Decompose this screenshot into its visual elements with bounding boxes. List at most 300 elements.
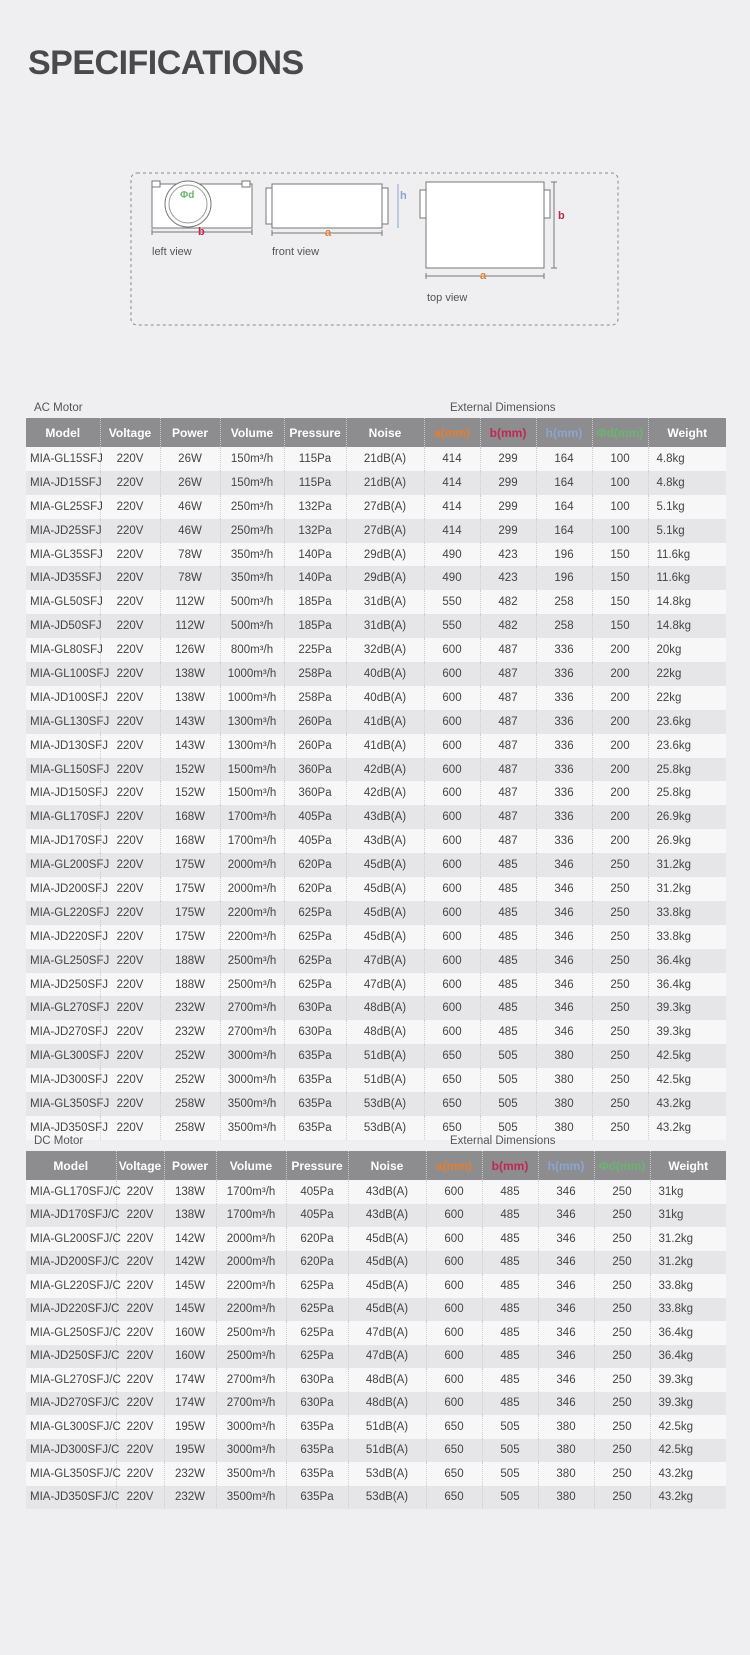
cell-b-mm: 487 (480, 686, 536, 710)
h-dim-label: h (400, 190, 407, 202)
cell-noise: 31dB(A) (346, 614, 424, 638)
cell-voltage: 220V (116, 1486, 164, 1510)
cell-h-mm: 336 (536, 805, 592, 829)
table-row (26, 1462, 726, 1486)
cell-pressure: 625Pa (284, 949, 346, 973)
cell-weight: 39.3kg (656, 1002, 692, 1015)
cell-voltage: 220V (116, 1415, 164, 1439)
cell-pressure: 630Pa (284, 996, 346, 1020)
cell-power: 252W (160, 1044, 220, 1068)
top-view-caption: top view (427, 292, 468, 304)
ac-header-model: Model (26, 418, 100, 447)
cell-voltage: 220V (116, 1345, 164, 1369)
cell-noise: 29dB(A) (346, 543, 424, 567)
table-row (26, 1345, 726, 1369)
cell-a-mm: 650 (426, 1486, 482, 1510)
cell-voltage: 220V (100, 543, 160, 567)
cell-h-mm: 164 (536, 495, 592, 519)
dc-spec-table (26, 1151, 726, 1509)
cell-pressure: 140Pa (284, 566, 346, 590)
cell-model: MIA-GL150SFJ (26, 758, 100, 782)
cell-volume: 1700m³/h (220, 805, 284, 829)
cell-power: 174W (164, 1392, 216, 1416)
cell-weight: 36.4kg (656, 978, 692, 991)
cell-b-mm: 485 (480, 901, 536, 925)
cell-noise: 27dB(A) (346, 519, 424, 543)
cell-h-mm: 380 (536, 1092, 592, 1116)
table-row (26, 1092, 726, 1116)
cell-volume: 2700m³/h (220, 996, 284, 1020)
left-view-caption: left view (152, 246, 192, 258)
cell-phi-d-mm: 200 (592, 829, 648, 853)
table-row (26, 710, 726, 734)
cell-b-mm: 487 (480, 710, 536, 734)
cell-noise: 45dB(A) (346, 925, 424, 949)
cell-volume: 2000m³/h (216, 1227, 286, 1251)
cell-phi-d-mm: 250 (592, 1116, 648, 1140)
phi-d-label: Φd (180, 190, 195, 201)
cell-voltage: 220V (116, 1227, 164, 1251)
cell-volume: 1300m³/h (220, 734, 284, 758)
cell-volume: 3000m³/h (220, 1044, 284, 1068)
cell-voltage: 220V (100, 805, 160, 829)
cell-model: MIA-JD100SFJ (26, 686, 100, 710)
cell-noise: 53dB(A) (348, 1486, 426, 1510)
cell-noise: 48dB(A) (348, 1392, 426, 1416)
cell-volume: 2700m³/h (220, 1020, 284, 1044)
cell-a-mm: 600 (426, 1180, 482, 1204)
ac-header-b-mm: b(mm) (480, 418, 536, 447)
cell-noise: 45dB(A) (348, 1251, 426, 1275)
cell-pressure: 635Pa (286, 1462, 348, 1486)
table-row (26, 1251, 726, 1275)
cell-b-mm: 505 (482, 1439, 538, 1463)
cell-weight: 20kg (656, 644, 682, 657)
cell-volume: 2000m³/h (220, 877, 284, 901)
cell-noise: 40dB(A) (346, 686, 424, 710)
cell-model: MIA-JD50SFJ (26, 614, 100, 638)
cell-phi-d-mm: 250 (592, 853, 648, 877)
table-row (26, 566, 726, 590)
cell-phi-d-mm: 250 (594, 1439, 650, 1463)
cell-pressure: 185Pa (284, 590, 346, 614)
dc-header-b-mm: b(mm) (482, 1151, 538, 1180)
cell-h-mm: 164 (536, 447, 592, 471)
cell-noise: 45dB(A) (346, 901, 424, 925)
cell-a-mm: 650 (426, 1415, 482, 1439)
cell-noise: 43dB(A) (346, 829, 424, 853)
cell-a-mm: 600 (424, 973, 480, 997)
cell-power: 174W (164, 1368, 216, 1392)
cell-pressure: 625Pa (286, 1321, 348, 1345)
cell-volume: 1300m³/h (220, 710, 284, 734)
cell-weight: 36.4kg (658, 1350, 694, 1363)
cell-a-mm: 600 (424, 853, 480, 877)
cell-voltage: 220V (100, 638, 160, 662)
cell-power: 232W (160, 996, 220, 1020)
cell-h-mm: 346 (536, 853, 592, 877)
cell-h-mm: 346 (538, 1298, 594, 1322)
cell-pressure: 630Pa (286, 1368, 348, 1392)
cell-noise: 47dB(A) (348, 1345, 426, 1369)
cell-noise: 47dB(A) (346, 973, 424, 997)
cell-pressure: 625Pa (286, 1345, 348, 1369)
cell-h-mm: 380 (536, 1068, 592, 1092)
cell-model: MIA-GL220SFJ (26, 901, 100, 925)
cell-phi-d-mm: 150 (592, 590, 648, 614)
cell-phi-d-mm: 200 (592, 805, 648, 829)
cell-noise: 29dB(A) (346, 566, 424, 590)
cell-h-mm: 380 (538, 1415, 594, 1439)
cell-model: MIA-GL270SFJ (26, 996, 100, 1020)
table-row (26, 973, 726, 997)
cell-phi-d-mm: 250 (592, 996, 648, 1020)
cell-weight: 23.6kg (656, 739, 692, 752)
cell-volume: 3000m³/h (216, 1439, 286, 1463)
cell-model: MIA-GL25SFJ (26, 495, 100, 519)
cell-h-mm: 258 (536, 614, 592, 638)
cell-voltage: 220V (116, 1204, 164, 1228)
cell-power: 168W (160, 829, 220, 853)
cell-phi-d-mm: 250 (594, 1368, 650, 1392)
cell-model: MIA-GL100SFJ (26, 662, 100, 686)
cell-h-mm: 336 (536, 686, 592, 710)
cell-a-mm: 600 (424, 662, 480, 686)
cell-b-mm: 485 (482, 1392, 538, 1416)
cell-voltage: 220V (116, 1298, 164, 1322)
cell-phi-d-mm: 200 (592, 638, 648, 662)
cell-h-mm: 346 (536, 949, 592, 973)
table-row (26, 949, 726, 973)
cell-phi-d-mm: 250 (594, 1227, 650, 1251)
cell-pressure: 260Pa (284, 710, 346, 734)
cell-power: 138W (160, 686, 220, 710)
cell-pressure: 360Pa (284, 758, 346, 782)
cell-pressure: 620Pa (284, 877, 346, 901)
cell-noise: 51dB(A) (346, 1068, 424, 1092)
ac-motor-label: AC Motor (34, 402, 83, 414)
cell-pressure: 620Pa (286, 1251, 348, 1275)
table-row (26, 758, 726, 782)
ac-header-volume: Volume (220, 418, 284, 447)
cell-model: MIA-GL50SFJ (26, 590, 100, 614)
cell-noise: 41dB(A) (346, 710, 424, 734)
cell-weight: 42.5kg (656, 1050, 692, 1063)
cell-weight: 42.5kg (658, 1420, 694, 1433)
cell-a-mm: 600 (424, 996, 480, 1020)
cell-voltage: 220V (116, 1462, 164, 1486)
cell-a-mm: 600 (424, 638, 480, 662)
a-dim-label-top: a (480, 270, 487, 282)
cell-h-mm: 380 (538, 1439, 594, 1463)
cell-b-mm: 485 (482, 1345, 538, 1369)
cell-noise: 45dB(A) (346, 877, 424, 901)
cell-power: 175W (160, 901, 220, 925)
dc-header-power: Power (164, 1151, 216, 1180)
cell-noise: 45dB(A) (348, 1227, 426, 1251)
cell-model: MIA-GL200SFJ (26, 853, 100, 877)
cell-phi-d-mm: 200 (592, 686, 648, 710)
cell-pressure: 405Pa (286, 1180, 348, 1204)
cell-model: MIA-JD200SFJ/C (26, 1251, 116, 1275)
cell-volume: 1500m³/h (220, 781, 284, 805)
table-row (26, 901, 726, 925)
cell-weight: 33.8kg (658, 1303, 694, 1316)
cell-a-mm: 600 (424, 805, 480, 829)
ac-motor-section (26, 402, 726, 1140)
cell-weight: 36.4kg (658, 1326, 694, 1339)
cell-voltage: 220V (100, 710, 160, 734)
cell-h-mm: 196 (536, 566, 592, 590)
cell-weight: 33.8kg (656, 906, 692, 919)
table-row (26, 781, 726, 805)
cell-model: MIA-GL250SFJ/C (26, 1321, 116, 1345)
cell-power: 138W (160, 662, 220, 686)
dc-header-row (26, 1151, 726, 1180)
cell-h-mm: 336 (536, 829, 592, 853)
cell-model: MIA-JD150SFJ (26, 781, 100, 805)
cell-model: MIA-JD170SFJ/C (26, 1204, 116, 1228)
dc-header-weight: Weight (650, 1151, 726, 1180)
cell-noise: 42dB(A) (346, 758, 424, 782)
cell-model: MIA-GL350SFJ/C (26, 1462, 116, 1486)
cell-phi-d-mm: 250 (594, 1462, 650, 1486)
cell-volume: 1000m³/h (220, 686, 284, 710)
cell-noise: 53dB(A) (346, 1092, 424, 1116)
cell-h-mm: 164 (536, 471, 592, 495)
cell-voltage: 220V (100, 1044, 160, 1068)
cell-volume: 2500m³/h (216, 1321, 286, 1345)
dc-table-body (26, 1180, 726, 1509)
cell-h-mm: 336 (536, 662, 592, 686)
cell-model: MIA-GL300SFJ/C (26, 1415, 116, 1439)
cell-b-mm: 482 (480, 590, 536, 614)
cell-weight: 25.8kg (656, 787, 692, 800)
cell-volume: 500m³/h (220, 590, 284, 614)
cell-power: 175W (160, 877, 220, 901)
cell-weight: 4.8kg (656, 476, 685, 489)
cell-volume: 150m³/h (220, 447, 284, 471)
cell-noise: 48dB(A) (348, 1368, 426, 1392)
cell-model: MIA-GL270SFJ/C (26, 1368, 116, 1392)
cell-phi-d-mm: 250 (594, 1415, 650, 1439)
cell-volume: 1700m³/h (216, 1204, 286, 1228)
cell-voltage: 220V (100, 447, 160, 471)
cell-model: MIA-JD270SFJ/C (26, 1392, 116, 1416)
cell-weight: 31kg (658, 1209, 684, 1222)
cell-volume: 2200m³/h (220, 901, 284, 925)
cell-noise: 40dB(A) (346, 662, 424, 686)
cell-pressure: 625Pa (286, 1274, 348, 1298)
cell-phi-d-mm: 150 (592, 543, 648, 567)
cell-volume: 2000m³/h (216, 1251, 286, 1275)
cell-voltage: 220V (100, 877, 160, 901)
cell-b-mm: 299 (480, 495, 536, 519)
cell-h-mm: 346 (536, 973, 592, 997)
cell-weight: 39.3kg (658, 1397, 694, 1410)
cell-a-mm: 600 (426, 1274, 482, 1298)
cell-pressure: 132Pa (284, 495, 346, 519)
cell-power: 138W (164, 1180, 216, 1204)
cell-volume: 2200m³/h (216, 1274, 286, 1298)
cell-weight: 26.9kg (656, 811, 692, 824)
cell-volume: 2500m³/h (220, 973, 284, 997)
table-row (26, 734, 726, 758)
cell-b-mm: 487 (480, 805, 536, 829)
cell-volume: 2000m³/h (220, 853, 284, 877)
cell-power: 78W (160, 543, 220, 567)
cell-voltage: 220V (100, 1092, 160, 1116)
cell-model: MIA-JD270SFJ (26, 1020, 100, 1044)
table-row (26, 471, 726, 495)
cell-volume: 3000m³/h (220, 1068, 284, 1092)
dc-header-a-mm: a(mm) (426, 1151, 482, 1180)
cell-a-mm: 650 (424, 1044, 480, 1068)
cell-pressure: 635Pa (286, 1439, 348, 1463)
cell-pressure: 630Pa (286, 1392, 348, 1416)
cell-power: 195W (164, 1439, 216, 1463)
cell-b-mm: 485 (480, 1020, 536, 1044)
cell-h-mm: 258 (536, 590, 592, 614)
cell-voltage: 220V (100, 829, 160, 853)
cell-voltage: 220V (100, 590, 160, 614)
cell-weight: 11.6kg (656, 548, 691, 561)
cell-voltage: 220V (100, 901, 160, 925)
cell-volume: 150m³/h (220, 471, 284, 495)
cell-b-mm: 487 (480, 662, 536, 686)
cell-model: MIA-JD200SFJ (26, 877, 100, 901)
cell-pressure: 140Pa (284, 543, 346, 567)
b-dim-label-left: b (198, 226, 205, 238)
cell-volume: 500m³/h (220, 614, 284, 638)
cell-volume: 800m³/h (220, 638, 284, 662)
cell-volume: 1000m³/h (220, 662, 284, 686)
cell-power: 232W (160, 1020, 220, 1044)
ac-header-power: Power (160, 418, 220, 447)
cell-noise: 21dB(A) (346, 447, 424, 471)
cell-b-mm: 485 (480, 949, 536, 973)
table-row (26, 614, 726, 638)
cell-weight: 42.5kg (656, 1074, 692, 1087)
dimension-diagram (130, 172, 620, 328)
cell-a-mm: 600 (426, 1298, 482, 1322)
cell-model: MIA-GL15SFJ (26, 447, 100, 471)
cell-b-mm: 487 (480, 758, 536, 782)
cell-weight: 31.2kg (656, 859, 692, 872)
cell-a-mm: 600 (424, 877, 480, 901)
cell-weight: 31kg (658, 1185, 684, 1198)
cell-pressure: 132Pa (284, 519, 346, 543)
a-dim-label-front: a (325, 227, 332, 239)
cell-voltage: 220V (100, 853, 160, 877)
cell-noise: 42dB(A) (346, 781, 424, 805)
cell-power: 175W (160, 925, 220, 949)
cell-h-mm: 336 (536, 758, 592, 782)
cell-phi-d-mm: 200 (592, 734, 648, 758)
cell-a-mm: 600 (424, 781, 480, 805)
cell-phi-d-mm: 250 (592, 949, 648, 973)
cell-noise: 41dB(A) (346, 734, 424, 758)
cell-b-mm: 485 (482, 1180, 538, 1204)
cell-noise: 43dB(A) (346, 805, 424, 829)
cell-a-mm: 414 (424, 447, 480, 471)
cell-voltage: 220V (116, 1180, 164, 1204)
cell-volume: 3500m³/h (216, 1462, 286, 1486)
dc-header-model: Model (26, 1151, 116, 1180)
cell-phi-d-mm: 150 (592, 614, 648, 638)
ac-header-h-mm: h(mm) (536, 418, 592, 447)
table-row (26, 519, 726, 543)
table-row (26, 1392, 726, 1416)
cell-phi-d-mm: 250 (594, 1298, 650, 1322)
cell-voltage: 220V (100, 973, 160, 997)
cell-noise: 47dB(A) (346, 949, 424, 973)
cell-volume: 3000m³/h (216, 1415, 286, 1439)
cell-voltage: 220V (100, 925, 160, 949)
cell-voltage: 220V (116, 1439, 164, 1463)
cell-weight: 22kg (656, 691, 682, 704)
cell-phi-d-mm: 250 (594, 1486, 650, 1510)
cell-weight: 26.9kg (656, 835, 692, 848)
cell-model: MIA-GL200SFJ/C (26, 1227, 116, 1251)
cell-power: 112W (160, 590, 220, 614)
dc-motor-section (26, 1135, 726, 1509)
cell-power: 188W (160, 949, 220, 973)
cell-weight: 33.8kg (656, 930, 692, 943)
cell-model: MIA-GL170SFJ/C (26, 1180, 116, 1204)
cell-h-mm: 346 (538, 1368, 594, 1392)
cell-phi-d-mm: 250 (592, 973, 648, 997)
cell-b-mm: 505 (480, 1092, 536, 1116)
cell-weight: 31.2kg (658, 1232, 694, 1245)
cell-power: 258W (160, 1092, 220, 1116)
cell-b-mm: 485 (480, 973, 536, 997)
cell-power: 26W (160, 471, 220, 495)
cell-power: 142W (164, 1251, 216, 1275)
cell-volume: 2200m³/h (216, 1298, 286, 1322)
table-row (26, 638, 726, 662)
cell-h-mm: 346 (538, 1392, 594, 1416)
table-row (26, 1274, 726, 1298)
cell-power: 258W (160, 1116, 220, 1140)
cell-a-mm: 600 (426, 1227, 482, 1251)
cell-h-mm: 346 (538, 1251, 594, 1275)
cell-a-mm: 600 (426, 1345, 482, 1369)
table-row (26, 829, 726, 853)
cell-h-mm: 346 (536, 1020, 592, 1044)
cell-pressure: 620Pa (286, 1227, 348, 1251)
cell-power: 152W (160, 781, 220, 805)
cell-h-mm: 380 (538, 1486, 594, 1510)
cell-phi-d-mm: 100 (592, 495, 648, 519)
cell-noise: 45dB(A) (348, 1298, 426, 1322)
cell-a-mm: 600 (426, 1204, 482, 1228)
cell-model: MIA-JD300SFJ/C (26, 1439, 116, 1463)
cell-phi-d-mm: 250 (594, 1321, 650, 1345)
cell-weight: 39.3kg (658, 1373, 694, 1386)
cell-a-mm: 600 (426, 1392, 482, 1416)
top-view-drawing (420, 182, 557, 279)
ac-section-header (26, 402, 726, 418)
cell-voltage: 220V (100, 734, 160, 758)
cell-voltage: 220V (100, 758, 160, 782)
cell-model: MIA-JD15SFJ (26, 471, 100, 495)
cell-weight: 23.6kg (656, 715, 692, 728)
page-title: SPECIFICATIONS (28, 44, 304, 82)
cell-a-mm: 550 (424, 614, 480, 638)
cell-h-mm: 380 (538, 1462, 594, 1486)
cell-weight: 42.5kg (658, 1444, 694, 1457)
